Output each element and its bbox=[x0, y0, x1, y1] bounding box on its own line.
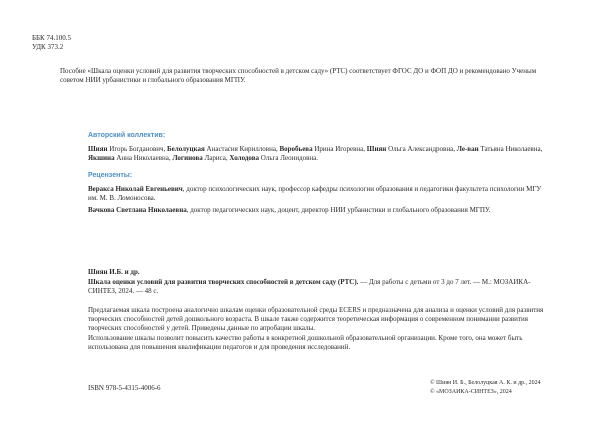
author-separator: , bbox=[275, 145, 280, 153]
isbn: ISBN 978-5-4315-4006-6 bbox=[88, 384, 161, 392]
bibliography-record bbox=[88, 278, 558, 296]
author-entry bbox=[167, 145, 279, 153]
author-separator: . bbox=[316, 154, 319, 163]
author-separator: , bbox=[168, 154, 173, 163]
bibliography-title: Шкала оценки условий для развития творческих способностей в детском саду (РТС). bbox=[88, 278, 359, 286]
bbk-code: ББК 74.100.5 bbox=[32, 34, 71, 42]
reviewers-heading: Рецензенты: bbox=[88, 172, 133, 179]
author-surname: Шиян bbox=[88, 145, 108, 153]
author-separator: , bbox=[453, 145, 457, 153]
reviewer-name: Вачкова Светлана Николаевна bbox=[88, 206, 187, 214]
author-name: Игорь Богданович bbox=[109, 145, 164, 153]
author-name: Ольга Леонидовна bbox=[260, 154, 317, 163]
author-entry bbox=[457, 145, 543, 153]
author-name: Татьяна Николаевна bbox=[480, 145, 541, 153]
copyright-line: © Шиян И. Б., Белолуцкая А. К. и др., 2024 bbox=[430, 380, 541, 386]
bibliography-details: — Для работы с детьми от 3 до 7 лет. — М.: МОЗАИКА-СИНТЕЗ, 2024. — 48 с. bbox=[88, 278, 531, 296]
author-surname: Воробьева bbox=[279, 145, 313, 153]
authors-list bbox=[88, 145, 558, 163]
reviewer-description: , доктор педагогических наук, доцент, директор НИИ урбанистики и глобального образования МГПУ. bbox=[186, 206, 491, 214]
abstract-paragraph: Использование шкалы позволит повысить качество работы в конкретной дошкольной образовательной организации. Кроме того, она может быть использована для повышения квалификации педагогов и для проведения исследований. bbox=[88, 334, 523, 352]
author-surname: Ле-ван bbox=[456, 145, 479, 153]
classification-codes bbox=[32, 34, 71, 52]
author-surname: Холодова bbox=[229, 154, 260, 163]
author-surname: Шиян bbox=[366, 145, 387, 153]
copyright-block bbox=[430, 379, 541, 396]
author-entry bbox=[279, 145, 366, 153]
author-name: Анастасия Кирилловна bbox=[206, 145, 276, 153]
bibliography-author: Шиян И.Б. и др. bbox=[88, 268, 140, 276]
author-surname: Белолуцкая bbox=[167, 145, 205, 153]
author-entry bbox=[367, 145, 457, 153]
author-surname: Логинова bbox=[172, 154, 203, 163]
author-name: Лариса bbox=[204, 154, 226, 163]
reviewer-name: Веракса Николай Евгеньевич bbox=[88, 185, 183, 193]
copyright-line: © «МОЗАИКА-СИНТЕЗ», 2024 bbox=[430, 388, 512, 395]
authors-heading: Авторский коллектив: bbox=[88, 132, 166, 139]
reviewer-entry bbox=[88, 206, 548, 215]
author-name: Ирина Игоревна bbox=[314, 145, 364, 153]
author-surname: Якшина bbox=[88, 154, 115, 163]
author-entry bbox=[172, 154, 229, 162]
author-entry bbox=[88, 154, 172, 162]
author-name: Ольга Александровна bbox=[388, 145, 454, 153]
reviewer-description: , доктор психологических наук, профессор кафедры психологии образования и педагогики факультета психологии МГУ им. М. В. Ломоносова. bbox=[88, 185, 542, 203]
author-separator: , bbox=[225, 154, 230, 163]
udk-code: УДК 373.2 bbox=[32, 43, 64, 51]
author-separator: , bbox=[363, 145, 367, 153]
author-separator: , bbox=[540, 145, 543, 153]
author-entry bbox=[229, 154, 318, 162]
author-entry bbox=[88, 145, 167, 153]
approval-text: Пособие «Шкала оценки условий для развития творческих способностей в детском саду» (РТС) соответствует ФГОС ДО и ФОП ДО и рекомендовано Ученым советом НИИ урбанистики и глобального образования МГПУ. bbox=[60, 67, 537, 85]
abstract-paragraph: Предлагаемая шкала построена аналогично шкалам оценки образовательной среды ECERS и предназначена для анализа и оценки условий для развития творческих способностей детей дошкольного возраста. В шкале также содержится теоретическая информация о современном понимании развития творческих способностей у детей. Приведены данные по апробации шкалы. bbox=[88, 306, 544, 333]
author-name: Анна Николаевна bbox=[116, 154, 169, 163]
reviewer-entry bbox=[88, 185, 548, 203]
author-separator: , bbox=[163, 145, 168, 153]
